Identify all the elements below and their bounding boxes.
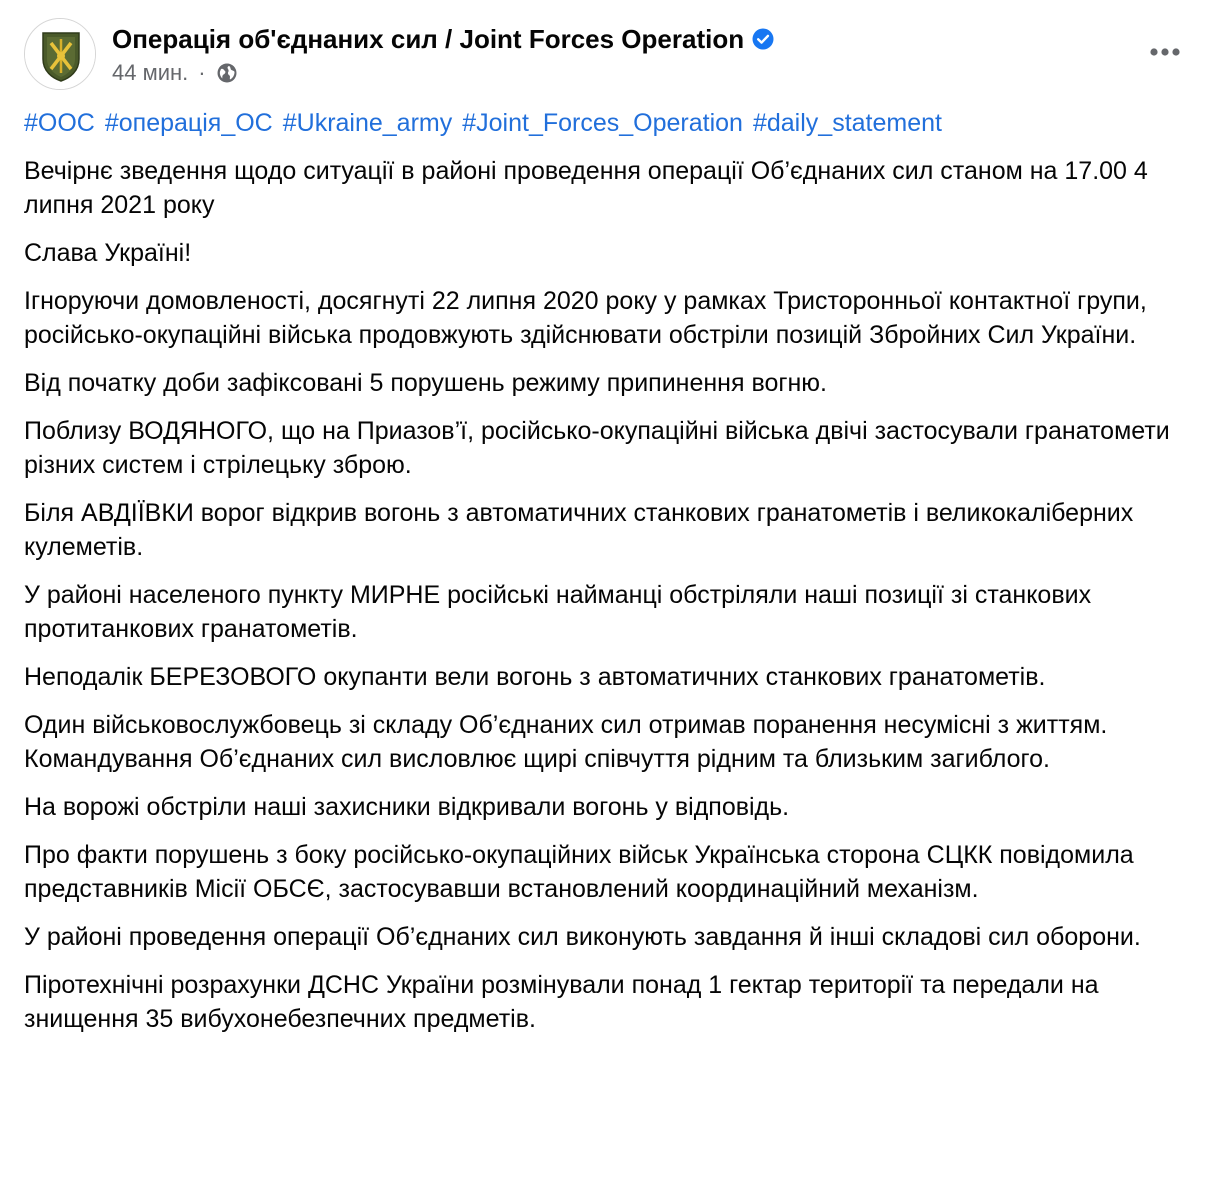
verified-badge-icon (752, 28, 774, 50)
hashtag-link[interactable]: #daily_statement (752, 109, 942, 137)
post-paragraph: Слава Україні! (24, 239, 192, 267)
hashtag-link[interactable]: #ООС (24, 109, 95, 137)
post-body (24, 106, 1194, 1050)
post-paragraph: Піротехнічні розрахунки ДСНС України розмінували понад 1 гектар території та передали на знищення 35 вибухонебезпечних предметів. (24, 971, 1099, 1033)
meta-separator: · (198, 60, 206, 85)
post-paragraph: Ігноруючи домовленості, досягнуті 22 липня 2020 року у рамках Тристоронньої контактної групи, російсько-окупаційні війська продовжують здійснювати обстріли позицій Збройних Сил України. (24, 287, 1147, 349)
globe-icon[interactable] (216, 62, 238, 84)
page-name-row (112, 22, 774, 56)
post-paragraph: Про факти порушень з боку російсько-окупаційних військ Українська сторона СЦКК повідомила представників Місії ОБСЄ, застосувавши встановлений координаційний механізм. (24, 841, 1134, 903)
post-header (24, 18, 1193, 90)
post-paragraph: Від початку доби зафіксовані 5 порушень режиму припинення вогню. (24, 369, 827, 397)
post-timestamp[interactable]: 44 мин. (112, 60, 189, 85)
jfo-emblem-icon (25, 19, 96, 90)
page-avatar[interactable] (24, 18, 96, 90)
hashtag-list (24, 106, 1194, 140)
more-options-button[interactable] (1145, 32, 1185, 72)
post-meta (112, 58, 238, 88)
post-paragraph: Один військовослужбовець зі складу Об’єднаних сил отримав поранення несумісні з життям. (24, 711, 1108, 739)
hashtag-link[interactable]: #операція_ОС (104, 109, 273, 137)
hashtag-link[interactable]: #Ukraine_army (282, 109, 453, 137)
post-paragraph: Біля АВДІЇВКИ ворог відкрив вогонь з автоматичних станкових гранатометів і великокаліберних кулеметів. (24, 499, 1134, 561)
post-paragraph: У районі проведення операції Об’єднаних сил виконують завдання й інші складові сил оборони. (24, 923, 1141, 951)
post-paragraph: У районі населеного пункту МИРНЕ російські найманці обстріляли наші позиції зі станкових протитанкових гранатометів. (24, 581, 1092, 643)
post-paragraph: На ворожі обстріли наші захисники відкривали вогонь у відповідь. (24, 793, 790, 821)
hashtag-link[interactable]: #Joint_Forces_Operation (462, 109, 743, 137)
post-paragraph: Командування Об’єднаних сил висловлює щирі співчуття рідним та близьким загиблого. (24, 745, 1050, 773)
page-name[interactable]: Операція об'єднаних сил / Joint Forces Operation (112, 24, 745, 54)
post-paragraph: Поблизу ВОДЯНОГО, що на Приазов’ї, російсько-окупаційні війська двічі застосували гранатомети різних систем і стрілецьку зброю. (24, 417, 1170, 479)
more-horizontal-icon (1149, 47, 1181, 57)
post-paragraph: Вечірнє зведення щодо ситуації в районі проведення операції Об’єднаних сил станом на 17.00 4 липня 2021 року (24, 157, 1148, 219)
post-paragraph: Неподалік БЕРЕЗОВОГО окупанти вели вогонь з автоматичних станкових гранатометів. (24, 663, 1046, 691)
